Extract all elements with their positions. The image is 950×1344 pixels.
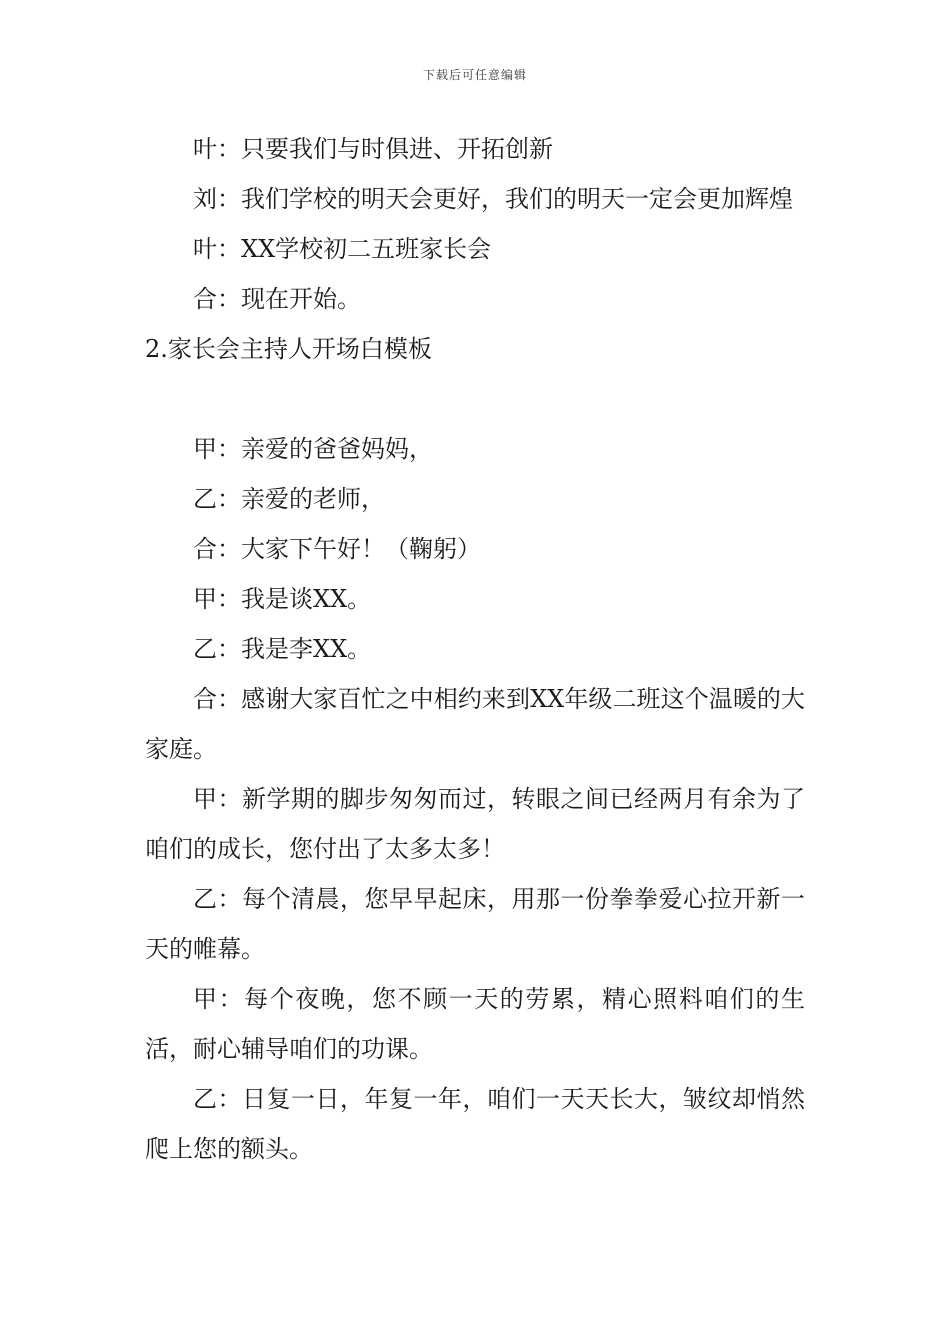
paragraph: 合：现在开始。 — [193, 285, 361, 313]
paragraph: 合：感谢大家百忙之中相约来到XX年级二班这个温暖的大家庭。 — [145, 685, 805, 763]
paragraph: 甲：亲爱的爸爸妈妈， — [193, 435, 433, 463]
paragraph: 甲：新学期的脚步匆匆而过，转眼之间已经两月有余为了咱们的成长，您付出了太多太多！ — [145, 785, 805, 863]
paragraph: 乙：每个清晨，您早早起床，用那一份拳拳爱心拉开新一天的帷幕。 — [145, 885, 805, 963]
section-heading: 2.家长会主持人开场白模板 — [145, 335, 432, 363]
paragraph: 叶：只要我们与时俱进、开拓创新 — [193, 135, 553, 163]
paragraph: 合：大家下午好！（鞠躬） — [193, 535, 481, 563]
paragraph: 叶：XX学校初二五班家长会 — [193, 235, 492, 263]
document-body — [145, 124, 805, 1174]
paragraph: 乙：亲爱的老师， — [193, 485, 385, 513]
paragraph: 甲：我是谈XX。 — [193, 585, 372, 613]
paragraph: 乙：我是李XX。 — [193, 635, 372, 663]
blank-line — [145, 374, 805, 424]
paragraph: 乙：日复一日，年复一年，咱们一天天长大，皱纹却悄然爬上您的额头。 — [145, 1085, 805, 1163]
paragraph: 甲：每个夜晚，您不顾一天的劳累，精心照料咱们的生活，耐心辅导咱们的功课。 — [145, 985, 805, 1063]
paragraph: 刘：我们学校的明天会更好，我们的明天一定会更加辉煌 — [193, 185, 793, 213]
page-header: 下载后可任意编辑 — [422, 68, 527, 82]
